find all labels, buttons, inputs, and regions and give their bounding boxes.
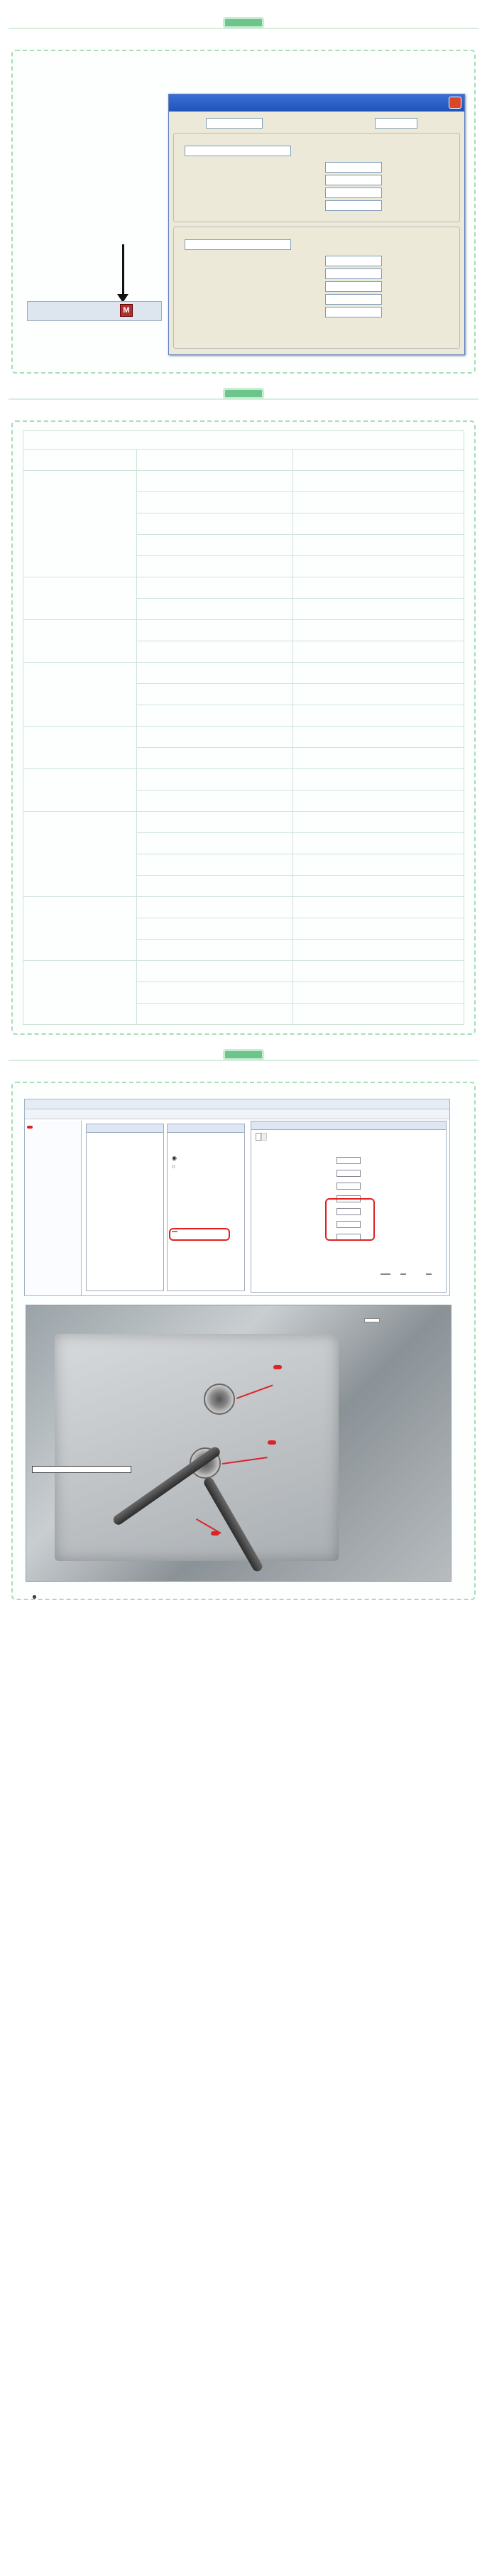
param-cell <box>23 577 137 620</box>
params-dialog <box>251 1121 447 1293</box>
meaning-cell <box>293 812 464 833</box>
src-exhaust-value <box>325 294 382 305</box>
analyzer-turbo-value <box>325 200 382 211</box>
state-cell <box>137 790 293 812</box>
col-header-meaning <box>293 450 464 471</box>
navigation-tree <box>25 1121 82 1295</box>
ok-button[interactable] <box>381 1273 390 1275</box>
table-caption <box>23 431 464 450</box>
state-cell <box>137 577 293 599</box>
help-button[interactable] <box>426 1273 432 1275</box>
analyst-screenshot <box>24 1099 450 1296</box>
table-row <box>23 769 464 790</box>
temperature-gas-highlight <box>325 1198 375 1241</box>
state-cell <box>137 897 293 918</box>
state-cell <box>137 513 293 535</box>
meaning-cell <box>293 854 464 876</box>
table-row <box>23 663 464 684</box>
heater-value <box>325 307 382 317</box>
backing-value <box>325 175 382 185</box>
section-3-title <box>223 1049 264 1060</box>
state-cell <box>137 876 293 897</box>
polarity-positive[interactable]: ◉ <box>172 1155 177 1161</box>
table-row <box>23 961 464 982</box>
table-row <box>23 897 464 918</box>
param-cell <box>23 620 137 663</box>
meaning-cell <box>293 876 464 897</box>
meaning-cell <box>293 918 464 940</box>
col-header-state <box>137 450 293 471</box>
backflush-photo <box>26 1305 452 1582</box>
param-cell <box>23 663 137 727</box>
section-3-header <box>9 1045 478 1076</box>
vacuum-state <box>185 146 291 156</box>
edit-params-highlight <box>169 1228 230 1241</box>
meaning-cell <box>293 577 464 599</box>
section-2-title <box>223 388 264 399</box>
state-cell <box>137 1004 293 1025</box>
meaning-cell <box>293 513 464 535</box>
meaning-cell <box>293 641 464 663</box>
param-input[interactable] <box>336 1170 361 1177</box>
cancel-button[interactable] <box>400 1273 406 1275</box>
photo-title <box>364 1318 380 1322</box>
state-cell <box>137 641 293 663</box>
polarity-negative[interactable]: ○ <box>172 1163 175 1170</box>
model-value <box>206 118 263 129</box>
param-input[interactable] <box>336 1157 361 1164</box>
table-row <box>23 620 464 641</box>
state-cell <box>137 663 293 684</box>
supply-label <box>273 1365 282 1369</box>
massspec-tray-icon[interactable]: M <box>120 304 133 317</box>
state-cell <box>137 556 293 577</box>
section-3-box <box>11 1082 476 1600</box>
meaning-cell <box>293 790 464 812</box>
table-row <box>23 812 464 833</box>
meaning-cell <box>293 684 464 705</box>
src-housing-value <box>325 281 382 292</box>
table-row <box>23 577 464 599</box>
meaning-cell <box>293 940 464 961</box>
meaning-cell <box>293 620 464 641</box>
meaning-cell <box>293 727 464 748</box>
src-temp-value <box>325 268 382 279</box>
sample-state <box>185 239 291 250</box>
meaning-cell <box>293 748 464 769</box>
status-table <box>23 430 464 1025</box>
state-cell <box>137 961 293 982</box>
scan-panel <box>167 1124 245 1291</box>
state-cell <box>137 599 293 620</box>
state-cell <box>137 982 293 1004</box>
meaning-cell <box>293 705 464 727</box>
meaning-cell <box>293 599 464 620</box>
col-header-param <box>23 450 137 471</box>
state-cell <box>137 620 293 641</box>
meaning-cell <box>293 982 464 1004</box>
state-cell <box>137 471 293 492</box>
meaning-cell <box>293 769 464 790</box>
meaning-cell <box>293 1004 464 1025</box>
close-icon[interactable] <box>449 97 461 109</box>
arrow-icon <box>122 244 124 297</box>
param-cell <box>23 471 137 577</box>
tab-source-gas[interactable] <box>256 1133 261 1141</box>
section-2-header <box>9 384 478 415</box>
param-input[interactable] <box>336 1183 361 1190</box>
status-dialog <box>168 94 465 355</box>
state-cell <box>137 854 293 876</box>
state-cell <box>137 812 293 833</box>
meaning-cell <box>293 663 464 684</box>
gauge-value <box>325 162 382 173</box>
state-cell <box>137 492 293 513</box>
table-row <box>23 471 464 492</box>
scan-title <box>168 1124 244 1133</box>
params-title <box>251 1121 446 1130</box>
tab-compound[interactable] <box>261 1133 267 1141</box>
toolbar <box>25 1109 449 1119</box>
param-cell <box>23 961 137 1025</box>
param-cell <box>23 769 137 812</box>
acq-method-title <box>87 1124 163 1133</box>
section-1-box <box>11 50 476 374</box>
section-1-title <box>223 17 264 28</box>
state-cell <box>137 748 293 769</box>
param-cell <box>23 727 137 769</box>
meaning-cell <box>293 961 464 982</box>
state-cell <box>137 727 293 748</box>
table-row <box>23 727 464 748</box>
menu-bar <box>25 1099 449 1109</box>
state-cell <box>137 705 293 727</box>
waste-label <box>268 1440 276 1445</box>
param-cell <box>23 812 137 897</box>
meaning-cell <box>293 897 464 918</box>
meaning-cell <box>293 556 464 577</box>
photo-steps <box>32 1466 131 1473</box>
state-cell <box>137 684 293 705</box>
acq-method-panel <box>86 1124 164 1291</box>
meaning-cell <box>293 833 464 854</box>
state-cell <box>137 833 293 854</box>
method-value <box>375 118 417 129</box>
meaning-cell <box>293 492 464 513</box>
meaning-cell <box>293 535 464 556</box>
tree-item[interactable] <box>27 1126 33 1129</box>
interface-turbo-value <box>325 188 382 198</box>
state-cell <box>137 918 293 940</box>
section-2-box <box>11 420 476 1035</box>
meaning-cell <box>293 471 464 492</box>
dialog-titlebar <box>169 94 464 112</box>
state-cell <box>137 535 293 556</box>
supply-port-icon <box>204 1384 235 1415</box>
taskbar <box>27 301 162 321</box>
state-cell <box>137 940 293 961</box>
state-cell <box>137 769 293 790</box>
section-1-header <box>9 13 478 44</box>
param-cell <box>23 897 137 961</box>
src-elec-value <box>325 256 382 266</box>
source-plate <box>55 1334 339 1561</box>
